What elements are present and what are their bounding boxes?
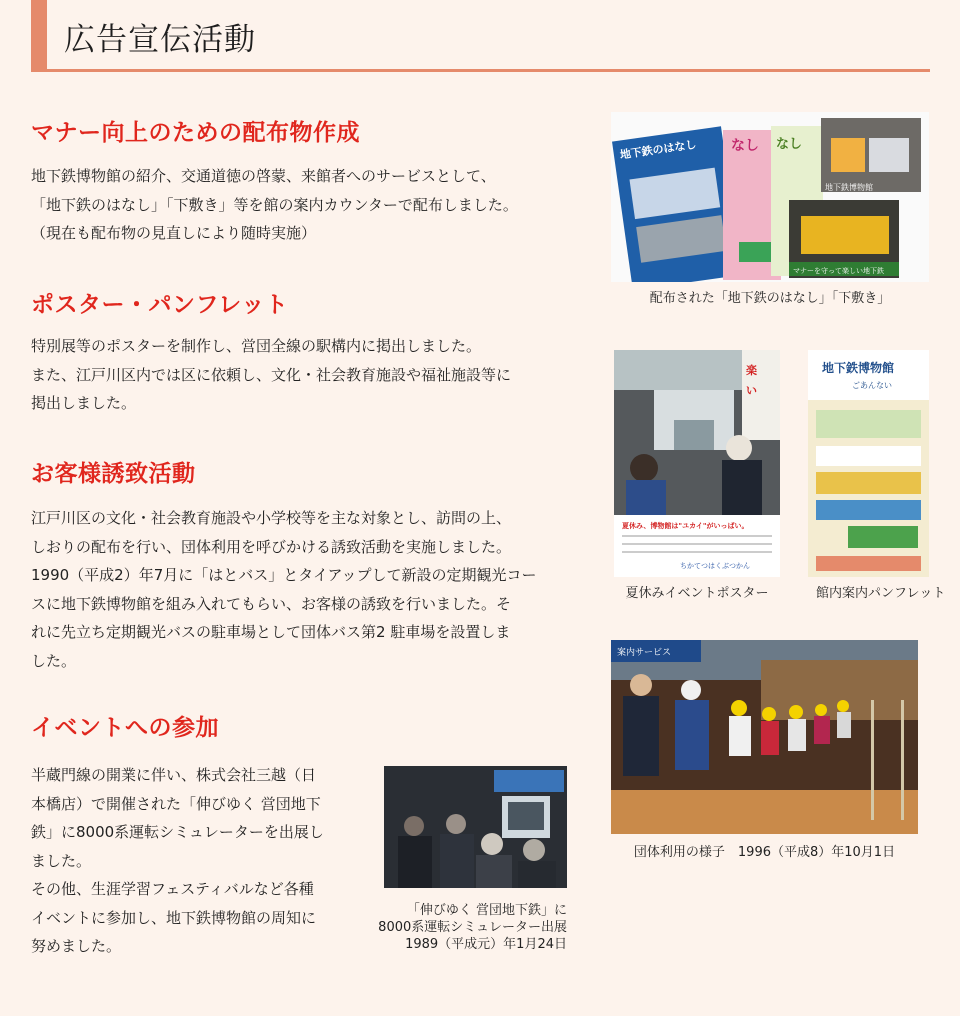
header-accent-bar	[31, 0, 47, 70]
handouts-caption: 配布された「地下鉄のはなし」「下敷き」	[649, 291, 891, 306]
poster-text-a: 夏休み、博物館は"ユカイ"がいっぱい。	[622, 522, 749, 530]
guide-pamphlet-photo	[808, 350, 929, 577]
section-title-manners: マナー向上のための配布物作成	[31, 120, 360, 146]
guide-pamphlet-caption: 館内案内パンフレット	[816, 586, 946, 601]
section-body-manners: 地下鉄博物館の紹介、交通道徳の啓蒙、来館者へのサービスとして、 「地下鉄のはなし」「下敷き」等を館の案内カウンターで配布しました。 （現在も配布物の見直しにより随時実施）	[31, 167, 518, 242]
handouts-photo	[611, 112, 929, 282]
header-rule	[31, 69, 930, 72]
handout-text-c: 地下鉄博物館	[825, 183, 873, 192]
event-poster-caption: 夏休みイベントポスター	[625, 586, 769, 601]
section-title-events: イベントへの参加	[31, 715, 219, 741]
section-body-posters: 特別展等のポスターを制作し、営団全線の駅構内に掲出しました。 また、江戸川区内では区に依頼し、文化・社会教育施設や福祉施設等に 掲出しました。	[31, 337, 512, 412]
page-title: 広告宣伝活動	[64, 22, 256, 58]
handout-text-b: なし	[731, 138, 759, 154]
section-body-events: 半蔵門線の開業に伴い、株式会社三越（日 本橋店）で開催された「伸びゆく 営団地下 鉄」に8000系運転シミュレーターを出展し ました。 その他、生涯学習フェスティバルなど各種 イベントに参加し、地下鉄博物館の周知に 努めました。	[31, 766, 324, 955]
page-header	[0, 0, 930, 72]
svg-text:楽: 楽	[746, 364, 757, 377]
event-poster-photo	[614, 350, 780, 577]
event-exhibit-photo	[384, 766, 567, 888]
event-exhibit-caption: 「伸びゆく 営団地下鉄」に 8000系運転シミュレーター出展 1989（平成元）年1月24日	[378, 903, 567, 952]
section-title-posters: ポスター・パンフレット	[31, 292, 289, 318]
svg-text:なし: なし	[776, 137, 803, 152]
section-title-invitation: お客様誘致活動	[31, 461, 196, 487]
handout-text-a: 地下鉄のはなし	[619, 137, 698, 162]
pamphlet-text-a: 地下鉄博物館	[822, 361, 895, 375]
group-photo-sign: 案内サービス	[617, 648, 672, 658]
poster-text-b: ちかてつはくぶつかん	[680, 562, 750, 570]
svg-text:い: い	[746, 384, 757, 397]
group-visit-caption: 団体利用の様子 1996（平成8）年10月1日	[633, 845, 896, 860]
handout-text-d: マナーを守って楽しい地下鉄	[793, 267, 884, 275]
pamphlet-text-b: ごあんない	[852, 381, 892, 390]
section-body-invitation: 江戸川区の文化・社会教育施設や小学校等を主な対象とし、訪問の上、 しおりの配布を行い、団体利用を呼びかける誘致活動を実施しました。 1990（平成2）年7月に「はとバス」とタイアップして新設の定期観光コー スに地下鉄博物館を組み入れてもらい、お客様の誘致を行いました。そ れに先立ち定期観光バスの駐車場として団体バス第2 駐車場を設置しま した。	[31, 509, 537, 670]
group-visit-photo	[611, 640, 918, 834]
